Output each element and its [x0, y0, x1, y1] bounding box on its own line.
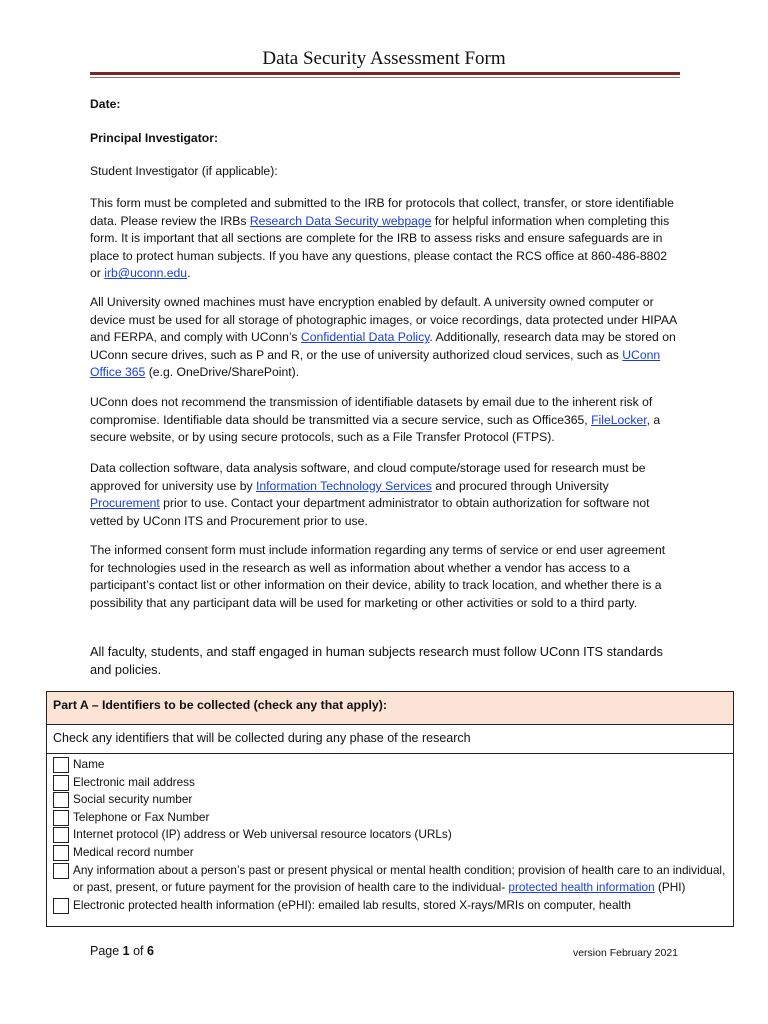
intro-text-3: . — [187, 266, 191, 281]
email-text-1: UConn does not recommend the transmission of identifiable datasets by email due to the inherent risk of compromise. Identifiable data should be transmitted via a secure service, such as Office365, — [90, 395, 653, 427]
research-data-security-link[interactable]: Research Data Security webpage — [249, 213, 432, 228]
software-paragraph — [90, 460, 680, 530]
page-total: 6 — [147, 944, 154, 958]
encryption-text-1: All University owned machines must have encryption enabled by default. A university owned computer or device must be used for all storage of photographic images, or voice recordings, data protected under HIPAA and FERPA, and comply with UConn’s — [90, 295, 677, 345]
filelocker-link[interactable]: FileLocker — [591, 412, 647, 427]
its-link[interactable]: Information Technology Services — [255, 478, 432, 493]
page-title: Data Security Assessment Form — [262, 48, 506, 69]
phi-link[interactable]: protected health information — [508, 880, 655, 895]
mrn-checkbox[interactable] — [53, 845, 69, 861]
identifier-item-name — [47, 756, 733, 774]
identifier-label: Social security number — [73, 792, 193, 807]
uconn-office365-link[interactable]: UConn Office 365 — [90, 347, 661, 380]
software-text-3: prior to use. Contact your department administrator to obtain authorization for software not vetted by UConn ITS and Procurement prior to use. — [90, 496, 650, 528]
confidential-data-policy-link[interactable]: Confidential Data Policy — [300, 330, 430, 345]
phone-checkbox[interactable] — [53, 810, 69, 826]
date-field-label: Date: — [90, 97, 121, 111]
intro-paragraph — [90, 195, 680, 283]
page-current: 1 — [122, 944, 130, 958]
part-a-subheader: Check any identifiers that will be collected during any phase of the research — [47, 725, 733, 754]
phi-text-1: Any information about a person’s past or present physical or mental health condition; provision of health care to an individual, or past, present, or future payment for the provision of health care to the individual- — [73, 862, 726, 895]
identifier-item-email — [47, 774, 733, 792]
consent-text: The informed consent form must include information regarding any terms of service or end user agreement for technologies used in the research as well as information about whether a vendor has access to a participant’s contact list or other information on their device, ability to track location, and whether there is a possibility that any participant data will be used for marketing or other activities or sold to a third party. — [90, 543, 666, 610]
page-prefix: Page — [90, 944, 123, 958]
identifier-item-ssn — [47, 791, 733, 809]
intro-text-1: This form must be completed and submitted to the IRB for protocols that collect, transfer, or store identifiable data. Please review the IRBs — [90, 196, 674, 228]
email-paragraph — [90, 394, 680, 447]
irb-email-link[interactable]: irb@uconn.edu — [104, 266, 188, 281]
intro-text-2: for helpful information when completing this form. It is important that all sections are complete for the IRB to assess risks and ensure safeguards are in place to protect human subjects. If you have any questions, please contact the RCS office at 860-486-8802 or — [90, 213, 670, 281]
identifier-item-phi — [47, 862, 733, 897]
email-text-2: , a secure website, or by using secure protocols, such as a File Transfer Protocol (FTPS). — [90, 412, 661, 445]
encryption-paragraph — [90, 294, 680, 382]
identifier-label: Name — [73, 757, 105, 771]
encryption-text-3: (e.g. OneDrive/SharePoint). — [145, 365, 300, 380]
version-label: version February 2021 — [572, 947, 678, 959]
phi-text-2: (PHI) — [654, 880, 686, 895]
identifier-label: Electronic mail address — [73, 774, 195, 789]
encryption-text-2: . Additionally, research data may be stored on UConn secure drives, such as P and R, or the use of university authorized cloud services, such as — [90, 330, 676, 362]
identifier-label: Medical record number — [73, 844, 194, 859]
pi-field-label: Principal Investigator: — [90, 131, 218, 145]
student-field-label: Student Investigator (if applicable): — [90, 164, 278, 178]
software-text-2: and procured through University — [431, 478, 609, 493]
part-a-header: Part A – Identifiers to be collected (check any that apply): — [47, 692, 733, 725]
consent-paragraph — [90, 542, 680, 612]
identifier-label: Telephone or Fax Number — [73, 809, 210, 824]
identifier-item-phone — [47, 809, 733, 827]
name-checkbox[interactable] — [53, 757, 69, 773]
email-checkbox[interactable] — [53, 775, 69, 791]
ip-checkbox[interactable] — [53, 827, 69, 843]
phi-checkbox[interactable] — [53, 863, 69, 879]
standards-text: All faculty, students, and staff engaged in human subjects research must follow UConn ITS standards and policies. — [90, 644, 663, 677]
identifier-item-mrn — [47, 844, 733, 862]
procurement-link[interactable]: Procurement — [90, 496, 160, 511]
ephi-checkbox[interactable] — [53, 898, 69, 914]
title-divider — [90, 72, 680, 75]
identifier-label: Internet protocol (IP) address or Web universal resource locators (URLs) — [73, 827, 452, 842]
identifier-list — [47, 754, 733, 914]
page-of: of — [129, 944, 147, 958]
standards-paragraph — [90, 643, 680, 679]
identifier-item-ephi — [47, 897, 733, 915]
part-a-table — [46, 691, 734, 927]
identifier-label: Electronic protected health information (ePHI): emailed lab results, stored X-rays/MRIs on computer, health — [73, 897, 631, 912]
page-number — [90, 944, 154, 958]
ssn-checkbox[interactable] — [53, 792, 69, 808]
identifier-item-ip — [47, 826, 733, 844]
title-divider-thin — [90, 77, 680, 78]
software-text-1: Data collection software, data analysis software, and cloud compute/storage used for research must be approved for university use by — [90, 461, 646, 493]
